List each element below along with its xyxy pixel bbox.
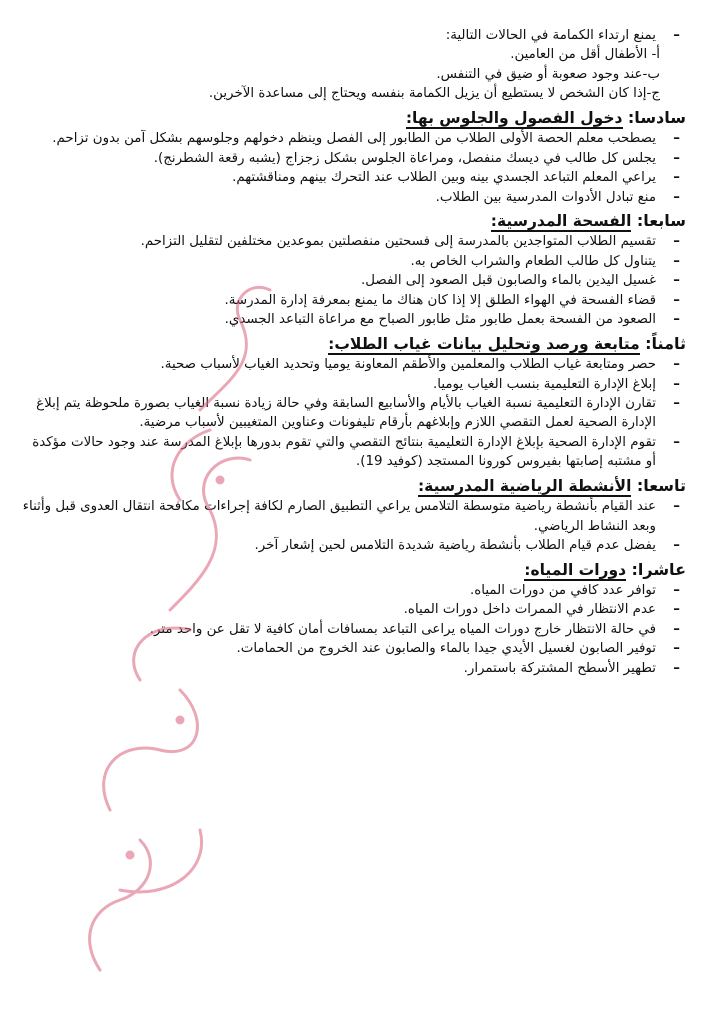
list-item: – الصعود من الفسحة بعمل طابور مثل طابور الصباح مع مراعاة التباعد الجسدي. <box>22 310 686 329</box>
list-item: – قضاء الفسحة في الهواء الطلق إلا إذا كان هناك ما يمنع بمعرفة إدارة المدرسة. <box>22 291 686 310</box>
intro-case-c: ج-إذا كان الشخص لا يستطيع أن يزيل الكمامة بنفسه ويحتاج إلى مساعدة الآخرين. <box>208 86 660 102</box>
section-number: تاسعا: <box>636 475 686 495</box>
section-number: سادسا: <box>627 107 686 127</box>
list-item: – توافر عدد كافي من دورات المياه. <box>22 581 686 600</box>
section-heading <box>22 474 686 497</box>
list-item: – تقوم الإدارة الصحية بإبلاغ الإدارة التعليمية بنتائج التقصي والتي تقوم بدورها بإبلاغ المدرسة عند وجود حالات مؤكدة أو مشتبه إصابتها بفيروس كورونا المستجد (كوفيد 19). <box>22 433 686 472</box>
section-number: ثامناً: <box>645 333 686 353</box>
section-heading <box>22 332 686 355</box>
section-heading <box>22 209 686 232</box>
section-number: سابعا: <box>636 210 686 230</box>
list-item: – تقسيم الطلاب المتواجدين بالمدرسة إلى فسحتين منفصلتين بموعدين مختلفين لتقليل التزاحم. <box>22 232 686 251</box>
section-title: دخول الفصول والجلوس بها: <box>405 108 623 127</box>
list-item: – في حالة الانتظار خارج دورات المياه يراعى التباعد بمسافات أمان كافية لا تقل عن واحد متر. <box>22 620 686 639</box>
section-title: الفسحة المدرسية: <box>490 211 632 230</box>
list-item: – تقارن الإدارة التعليمية نسبة الغياب بالأيام والأسابيع السابقة وفي حالة زيادة نسبة الغياب بصورة ملحوظة يتم إبلاغ الإدارة الصحية لعمل التقصي اللازم وإبلاغهم بأرقام تليفونات وعناوين المتغيبين لأسباب مرضية. <box>22 394 686 433</box>
list-item: – يفضل عدم قيام الطلاب بأنشطة رياضية شديدة التلامس لحين إشعار آخر. <box>22 536 686 555</box>
section-title: دورات المياه: <box>524 560 627 579</box>
list-item: – يتناول كل طالب الطعام والشراب الخاص به. <box>22 252 686 271</box>
section-heading <box>22 106 686 129</box>
intro-case-b: ب-عند وجود صعوبة أو ضيق في التنفس. <box>436 66 660 82</box>
list-item: – عدم الانتظار في الممرات داخل دورات المياه. <box>22 600 686 619</box>
list-item: – عند القيام بأنشطة رياضية متوسطة التلامس يراعي التطبيق الصارم لكافة إجراءات مكافحة انتقال العدوى قبل وأثناء وبعد النشاط الرياضي. <box>22 497 686 536</box>
list-item: – يجلس كل طالب في ديسك منفصل، ومراعاة الجلوس بشكل زجزاج (يشبه رقعة الشطرنج). <box>22 149 686 168</box>
section-title: متابعة ورصد وتحليل بيانات غياب الطلاب: <box>328 334 640 353</box>
list-item: – تطهير الأسطح المشتركة باستمرار. <box>22 659 686 678</box>
list-item: – يصطحب معلم الحصة الأولى الطلاب من الطابور إلى الفصل وينظم دخولهم وجلوسهم بشكل آمن بدون تزاحم. <box>22 129 686 148</box>
list-item: – غسيل اليدين بالماء والصابون قبل الصعود إلى الفصل. <box>22 271 686 290</box>
intro-case-a: أ- الأطفال أقل من العامين. <box>510 47 660 63</box>
section-title: الأنشطة الرياضية المدرسية: <box>417 476 632 495</box>
list-item: – توفير الصابون لغسيل الأيدي جيدا بالماء والصابون عند الخروج من الحمامات. <box>22 639 686 658</box>
section-heading <box>22 558 686 581</box>
list-item: – حصر ومتابعة غياب الطلاب والمعلمين والأطقم المعاونة يوميا وتحديد الغياب لأسباب صحية. <box>22 355 686 374</box>
list-item: – منع تبادل الأدوات المدرسية بين الطلاب. <box>22 188 686 207</box>
list-item: – يراعي المعلم التباعد الجسدي بينه وبين الطلاب عند التحرك بينهم ومناقشتهم. <box>22 168 686 187</box>
intro-lead: – يمنع ارتداء الكمامة في الحالات التالية: <box>22 26 686 45</box>
section-number: عاشرا: <box>631 559 686 579</box>
list-item: – إبلاغ الإدارة التعليمية بنسب الغياب يوميا. <box>22 375 686 394</box>
